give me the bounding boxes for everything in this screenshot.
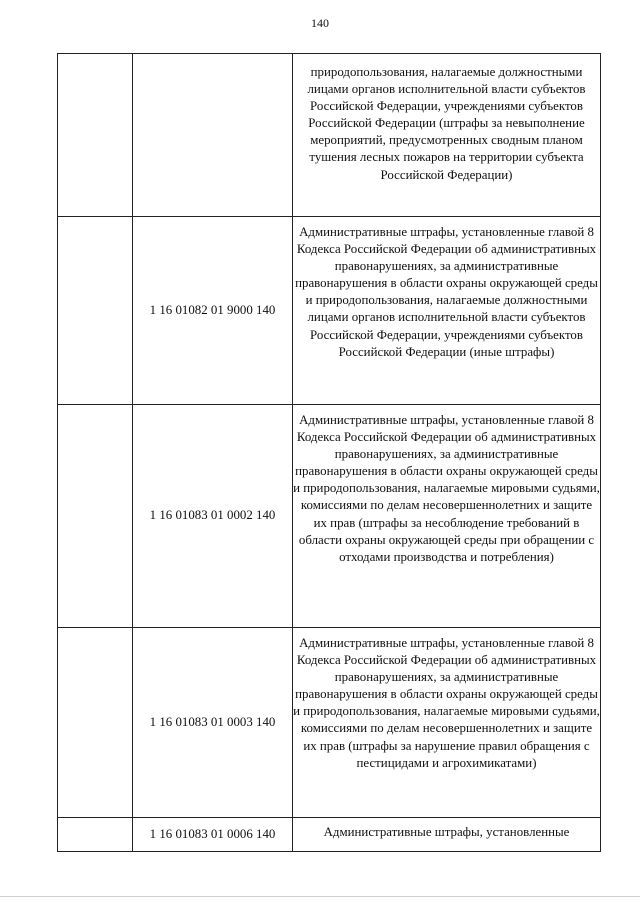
description-cell: Административные штрафы, установленные главой 8 Кодекса Российской Федерации об административных правонарушениях, за административные правонарушения в области охраны окружающей среды и природопользования, налагаемые мировыми судьями, комиссиями по делам несовершеннолетних и защите их прав (штрафы за нарушение правил обращения с пестицидами и агрохимикатами) [293, 628, 601, 818]
table-cell-blank [58, 217, 133, 405]
table-row [58, 405, 601, 628]
table-row [58, 217, 601, 405]
description-cell: Административные штрафы, установленные главой 8 Кодекса Российской Федерации об административных правонарушениях, за административные правонарушения в области охраны окружающей среды и природопользования, налагаемые должностными лицами органов исполнительной власти субъектов Российской Федерации, учреждениями субъектов Российской Федерации (иные штрафы) [293, 217, 601, 405]
budget-codes-table [57, 53, 601, 852]
table-cell-blank [58, 628, 133, 818]
revenue-code-cell: 1 16 01082 01 9000 140 [133, 217, 293, 405]
page-number: 140 [311, 16, 329, 30]
description-cell: Административные штрафы, установленные [293, 818, 601, 852]
table-row [58, 818, 601, 852]
revenue-code-cell [133, 54, 293, 217]
revenue-code-cell: 1 16 01083 01 0006 140 [133, 818, 293, 852]
table-row [58, 54, 601, 217]
description-cell: Административные штрафы, установленные главой 8 Кодекса Российской Федерации об административных правонарушениях, за административные правонарушения в области охраны окружающей среды и природопользования, налагаемые мировыми судьями, комиссиями по делам несовершеннолетних и защите их прав (штрафы за несоблюдение требований в области охраны окружающей среды при обращении с отходами производства и потребления) [293, 405, 601, 628]
revenue-code-cell: 1 16 01083 01 0002 140 [133, 405, 293, 628]
table-cell-blank [58, 818, 133, 852]
table-cell-blank [58, 54, 133, 217]
page-bottom-edge [0, 896, 640, 897]
revenue-code-cell: 1 16 01083 01 0003 140 [133, 628, 293, 818]
description-cell: природопользования, налагаемые должностными лицами органов исполнительной власти субъектов Российской Федерации, учреждениями субъектов Российской Федерации (штрафы за невыполнение мероприятий, предусмотренных сводным планом тушения лесных пожаров на территории субъекта Российской Федерации) [293, 54, 601, 217]
table-cell-blank [58, 405, 133, 628]
table-row [58, 628, 601, 818]
